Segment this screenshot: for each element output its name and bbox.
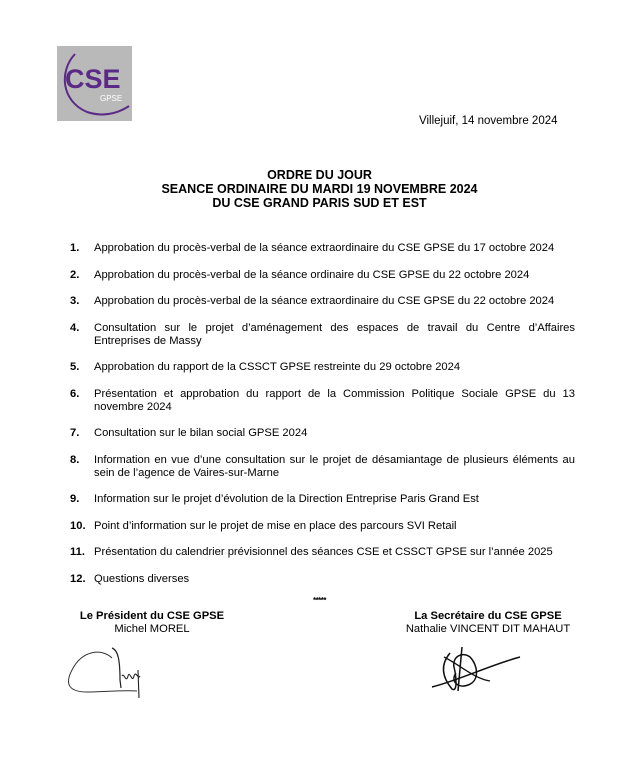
secretary-name: Nathalie VINCENT DIT MAHAUT — [405, 623, 571, 635]
agenda-item — [70, 269, 575, 282]
agenda-item-number: 8. — [70, 453, 80, 466]
document-title — [0, 168, 639, 210]
agenda-item-text: Questions diverses — [94, 572, 190, 585]
agenda-item — [70, 573, 575, 586]
separator: ***** — [312, 596, 327, 605]
agenda-item-text: Présentation et approbation du rapport de la Commission Politique Sociale GPSE du 13 novembre 2024 — [94, 387, 575, 413]
secretary-role: La Secrétaire du CSE GPSE — [414, 610, 562, 622]
agenda-item-number: 9. — [70, 493, 80, 505]
secretary-signature-block — [388, 610, 588, 636]
secretary-signature — [430, 645, 530, 695]
agenda-item-text: Information sur le projet d’évolution de la Direction Entreprise Paris Grand Est — [94, 493, 479, 505]
agenda-item — [70, 454, 575, 480]
agenda-item — [70, 546, 575, 559]
president-name: Michel MOREL — [114, 623, 190, 635]
agenda-item — [70, 388, 575, 414]
agenda-list — [70, 242, 575, 599]
agenda-item-text: Point d’information sur le projet de mise en place des parcours SVI Retail — [94, 519, 457, 532]
agenda-item-text: Approbation du rapport de la CSSCT GPSE restreinte du 29 octobre 2024 — [94, 361, 461, 373]
agenda-item — [70, 242, 575, 255]
title-line-1: ORDRE DU JOUR — [267, 168, 372, 182]
agenda-item-text: Approbation du procès-verbal de la séance extraordinaire du CSE GPSE du 17 octobre 2024 — [94, 242, 555, 254]
agenda-item-number: 3. — [70, 295, 80, 307]
agenda-item — [70, 493, 575, 506]
cse-gpse-logo — [57, 46, 132, 121]
title-line-3: DU CSE GRAND PARIS SUD ET EST — [212, 196, 427, 210]
logo-main-text: CSE — [65, 64, 121, 94]
agenda-item-text: Consultation sur le bilan social GPSE 2024 — [94, 427, 308, 439]
president-signature — [62, 640, 152, 700]
agenda-item-number: 11. — [70, 546, 85, 558]
agenda-item-number: 5. — [70, 361, 80, 373]
logo-sub-text: GPSE — [100, 94, 123, 103]
agenda-item — [70, 295, 575, 308]
agenda-item-text: Présentation du calendrier prévisionnel des séances CSE et CSSCT GPSE sur l’année 2025 — [94, 546, 553, 558]
agenda-item-text: Approbation du procès-verbal de la séance extraordinaire du CSE GPSE du 22 octobre 2024 — [94, 295, 555, 307]
agenda-item-number: 6. — [70, 387, 80, 400]
agenda-item-text: Consultation sur le projet d’aménagement des espaces de travail du Centre d’Affaires Entreprises de Massy — [94, 321, 575, 347]
agenda-item-text: Approbation du procès-verbal de la séance ordinaire du CSE GPSE du 22 octobre 2024 — [94, 268, 530, 281]
president-role: Le Président du CSE GPSE — [79, 610, 225, 622]
logo-graphic — [57, 46, 132, 121]
agenda-item-number: 1. — [70, 242, 80, 254]
agenda-item — [70, 427, 575, 440]
agenda-item-number: 10. — [70, 519, 86, 532]
agenda-item-number: 4. — [70, 321, 80, 334]
title-line-2: SEANCE ORDINAIRE DU MARDI 19 NOVEMBRE 2024 — [161, 182, 478, 196]
agenda-item-text: Information en vue d’une consultation sur le projet de désamiantage de plusieurs éléments au sein de l’agence de Vaires-sur-Marne — [94, 453, 575, 479]
agenda-item — [70, 361, 575, 374]
place-date: Villejuif, 14 novembre 2024 — [419, 115, 558, 127]
president-signature-block — [62, 610, 242, 636]
agenda-item — [70, 322, 575, 348]
agenda-item-number: 12. — [70, 572, 86, 585]
agenda-item — [70, 520, 575, 533]
agenda-item-number: 7. — [70, 427, 80, 439]
agenda-item-number: 2. — [70, 268, 80, 281]
